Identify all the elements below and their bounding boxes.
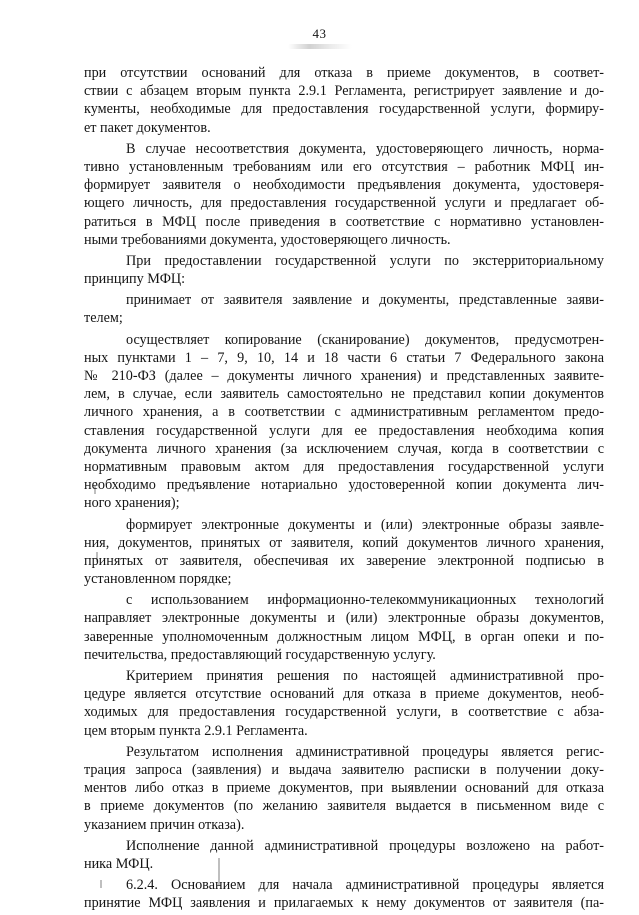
text-line: цедуре является отсутствие оснований для отказа в приеме документов, необ- bbox=[84, 686, 604, 703]
paragraph bbox=[84, 876, 604, 912]
text-line: принятие МФЦ заявления и прилагаемых к нему документов от заявителя (па- bbox=[84, 895, 604, 912]
text-line: В случае несоответствия документа, удостоверяющего личность, норма- bbox=[126, 140, 604, 157]
text-line: направляет электронные документы и (или) электронные образы документов, bbox=[84, 610, 604, 627]
paragraph bbox=[84, 140, 604, 249]
text-line: ния, документов, принятых от заявителя, копий документов личного хранения, bbox=[84, 534, 604, 551]
text-line: лем, в случае, если заявитель самостоятельно не представил копии документов bbox=[84, 386, 604, 403]
text-line: Результатом исполнения административной процедуры является регис- bbox=[126, 743, 604, 760]
text-line: осуществляет копирование (сканирование) документов, предусмотрен- bbox=[126, 331, 604, 348]
text-line: ходимых для предоставления государственной услуги, в соответствие с абза- bbox=[84, 704, 604, 721]
text-line: документа личного хранения (за исключением случая, когда в соответствии с bbox=[84, 440, 604, 457]
text-line: установленном порядке; bbox=[84, 571, 232, 588]
paragraph bbox=[84, 516, 604, 589]
text-line: печительства, предоставляющий государственную услугу. bbox=[84, 646, 436, 663]
text-line: ными требованиями документа, удостоверяющего личность. bbox=[84, 231, 451, 248]
paragraph bbox=[84, 291, 604, 327]
paragraph bbox=[84, 252, 604, 288]
text-line: ставления государственной услуги для ее предоставления необходима копия bbox=[84, 422, 604, 439]
paragraph bbox=[84, 837, 604, 873]
text-line: в приеме документов (по желанию заявителя выдается в письменном виде с bbox=[84, 798, 604, 815]
text-line: трация запроса (заявления) и выдача заявителю расписки в получении доку- bbox=[84, 761, 604, 778]
text-line: необходимо предъявление нотариально удостоверенной копии документа лич- bbox=[84, 477, 604, 494]
text-line: телем; bbox=[84, 310, 123, 327]
text-line: при отсутствии оснований для отказа в приеме документов, в соответ- bbox=[84, 65, 604, 81]
text-line: 6.2.4. Основанием для начала административной процедуры является bbox=[126, 877, 604, 894]
text-line: с использованием информационно-телекоммуникационных технологий bbox=[126, 592, 604, 609]
scan-smudge bbox=[288, 44, 352, 49]
text-line: ника МФЦ. bbox=[84, 855, 154, 872]
text-line: ментов либо отказ в приеме документов, при выявлении оснований для отказа bbox=[84, 780, 604, 797]
paragraph bbox=[84, 743, 604, 834]
text-line: ного хранения); bbox=[84, 495, 180, 512]
text-line: заверенные уполномоченным должностным лицом МФЦ, в орган опеки и по- bbox=[84, 628, 604, 645]
text-line: формирует заявителя о необходимости предъявления документа, удостоверя- bbox=[84, 177, 604, 194]
text-line: Критерием принятия решения по настоящей административной про- bbox=[126, 668, 604, 684]
text-line: принципу МФЦ: bbox=[84, 271, 186, 288]
paragraph bbox=[84, 667, 604, 740]
text-line: принятых от заявителя, обеспечивая их заверение электронной подписью в bbox=[84, 552, 604, 569]
text-line: принимает от заявителя заявление и документы, представленные заяви- bbox=[126, 292, 604, 309]
text-line: нормативным правовым актом для предоставления государственной услуги bbox=[84, 458, 604, 475]
text-line: ратиться в МФЦ после приведения в соответствие с нормативно установлен- bbox=[84, 213, 604, 230]
text-line: ет пакет документов. bbox=[84, 119, 211, 136]
text-line: № 210-ФЗ (далее – документы личного хранения) и представленных заявите- bbox=[84, 368, 604, 384]
text-line: личного хранения, а в соответствии с административным регламентом предо- bbox=[84, 404, 604, 421]
text-line: ствии с абзацем вторым пункта 2.9.1 Регламента, регистрирует заявление и до- bbox=[84, 83, 604, 100]
text-line: ющего личность, для предоставления государственной услуги и предлагает об- bbox=[84, 195, 604, 212]
paragraph bbox=[84, 64, 604, 137]
text-line: кументы, необходимые для предоставления государственной услуги, формиру- bbox=[84, 101, 604, 118]
text-line: цем вторым пункта 2.9.1 Регламента. bbox=[84, 722, 308, 739]
text-line: тивно установленным требованиям или его отсутствия – работник МФЦ ин- bbox=[84, 158, 604, 175]
paragraph bbox=[84, 331, 604, 513]
document-body bbox=[84, 64, 604, 915]
text-line: ных пунктами 1 – 7, 9, 10, 14 и 18 части 6 статьи 7 Федерального закона bbox=[84, 349, 604, 366]
text-line: При предоставлении государственной услуги по экстерриториальному bbox=[126, 252, 604, 269]
text-line: формирует электронные документы и (или) электронные образы заявле- bbox=[126, 516, 604, 533]
text-line: указанием причин отказа). bbox=[84, 816, 245, 833]
text-line: Исполнение данной административной процедуры возложено на работ- bbox=[126, 837, 604, 854]
paragraph bbox=[84, 591, 604, 664]
page-number: 43 bbox=[312, 26, 327, 41]
